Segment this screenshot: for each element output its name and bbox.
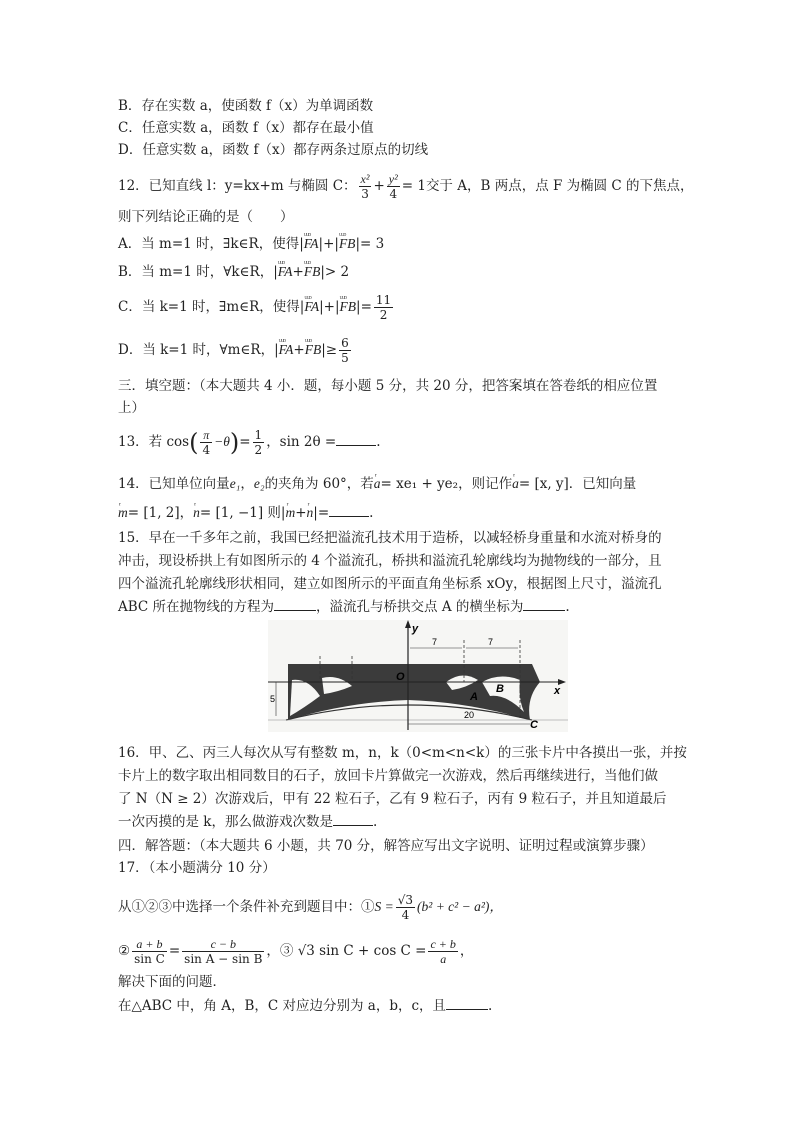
origin-label: O [396,671,405,683]
q14-line2: ʳ m= [1, 2]，ʳ n= [1, −1] 则|ʳ m+ʳ n|= . [118,503,373,523]
q11-option-d: D．任意实数 a，函数 f（x）都存两条过原点的切线 [118,142,429,158]
section3-header-cont: 上） [118,400,145,416]
q16-line2: 卡片上的数字取出相同数目的石子，放回卡片算做完一次游戏，然后再继续进行，当他们做 [118,768,658,784]
q16-line3: 了 N（N ≥ 2）次游戏后，甲有 22 粒石子，乙有 9 粒石子，丙有 9 粒石子，并且知道最后 [118,791,667,807]
dim-7b-label: 7 [488,637,494,647]
q12-intro: 12．已知直线 l：y=kx+m 与椭圆 C： $\frac{\text{x²}}{3}$ + $\frac{\text{y²}}{4}$ = 1交于 A，B 两点，点 F 为椭圆 C 的下焦点， [118,172,694,201]
q11-option-b: B．存在实数 a，使函数 f（x）为单调函数 [118,98,374,114]
q12-question: 则下列结论正确的是（ ） [118,209,294,225]
q17-condition-2-3: ② $\frac{a + b}{\text{sin C}}$ = $\frac{c - b}{\text{sin A − sin B}}$ ，③ √3 sin C + cos C = $\frac{c + b}{a}$ ， [118,937,474,966]
q12-option-d: D．当 k=1 时，∀m∈R，|ᵁᵁᴰ FA+ᵁᵁᴰ FB|≥ $\frac{6}{5}$ [118,336,353,365]
q12-option-a: A．当 m=1 时，∃k∈R，使得|ᵁᵁᴰ FA|+|ᵁᵁᴰ FB|= 3 [118,234,384,254]
q12-option-b: B．当 m=1 时，∀k∈R，|ᵁᵁᴰ FA+ᵁᵁᴰ FB|> 2 [118,262,349,282]
q11-option-c: C．任意实数 a，函数 f（x）都存在最小值 [118,120,374,136]
dim-5-label: 5 [270,694,276,704]
x-label: x [554,685,561,697]
q15-blank-2[interactable] [523,610,565,611]
dim-7a-label: 7 [432,637,438,647]
q16-answer-blank[interactable] [333,825,373,826]
q13-answer-blank[interactable] [336,445,376,446]
q17-line4: 解决下面的问题． [118,974,226,990]
q15-line2: 冲击，现设桥拱上有如图所示的 4 个溢流孔，桥拱和溢流孔轮廓线均为抛物线的一部分，且 [118,553,662,569]
section4-header: 四．解答题：（本大题共 6 小题，共 70 分，解答应写出文字说明、证明过程或演算步骤） [118,838,654,854]
point-b-label: B [496,683,504,695]
q15-line3: 四个溢流孔轮廓线形状相同，建立如图所示的平面直角坐标系 xOy，根据图上尺寸，溢流孔 [118,576,662,592]
q15-blank-1[interactable] [274,610,316,611]
q15-line4: ABC 所在抛物线的方程为 ，溢流孔与桥拱交点 A 的横坐标为 . [118,599,570,615]
bridge-arch-figure [268,620,568,732]
section3-header: 三．填空题：（本大题共 4 小．题，每小题 5 分，共 20 分，把答案填在答卷纸的相应位置 [118,378,658,394]
point-a-label: A [470,691,478,703]
point-c-label: C [530,719,538,731]
dim-20-label: 20 [464,710,475,720]
y-label: y [412,623,419,635]
q14-line1: 14．已知单位向量e₁，e₂的夹角为 60°，若ʳ a= xe₁ + ye₂，则记作ʳ a= [x, y]．已知向量 [118,474,636,494]
q15-line1: 15．早在一千多年之前，我国已经把溢流孔技术用于造桥，以减轻桥身重量和水流对桥身的 [118,530,662,546]
q14-answer-blank[interactable] [329,516,369,517]
q17-condition-blank[interactable] [446,1009,488,1010]
q16-line4: 一次丙摸的是 k，那么做游戏次数是 . [118,814,378,830]
q17-header: 17．（本小题满分 10 分） [118,860,276,876]
q12-option-c: C．当 k=1 时，∃m∈R，使得|ᵁᵁᴰ FA|+|ᵁᵁᴰ FB|= $\frac{11}{2}$ [118,293,395,322]
q16-line1: 16．甲、乙、丙三人每次从写有整数 m，n，k（0<m<n<k）的三张卡片中各摸出一张，并按 [118,745,687,761]
q17-condition-1: 从①②③中选择一个条件补充到题目中：①S = $\frac{√3}{4}$ (b² + c² − a²)， [118,893,503,922]
q13: 13．若 cos( $\frac{\pi}{4}$ −θ)= $\frac{1}{2}$ ，sin 2θ = . [118,428,381,457]
q17-line5: 在△ABC 中，角 A，B，C 对应边分别为 a，b，c，且 . [118,998,493,1014]
